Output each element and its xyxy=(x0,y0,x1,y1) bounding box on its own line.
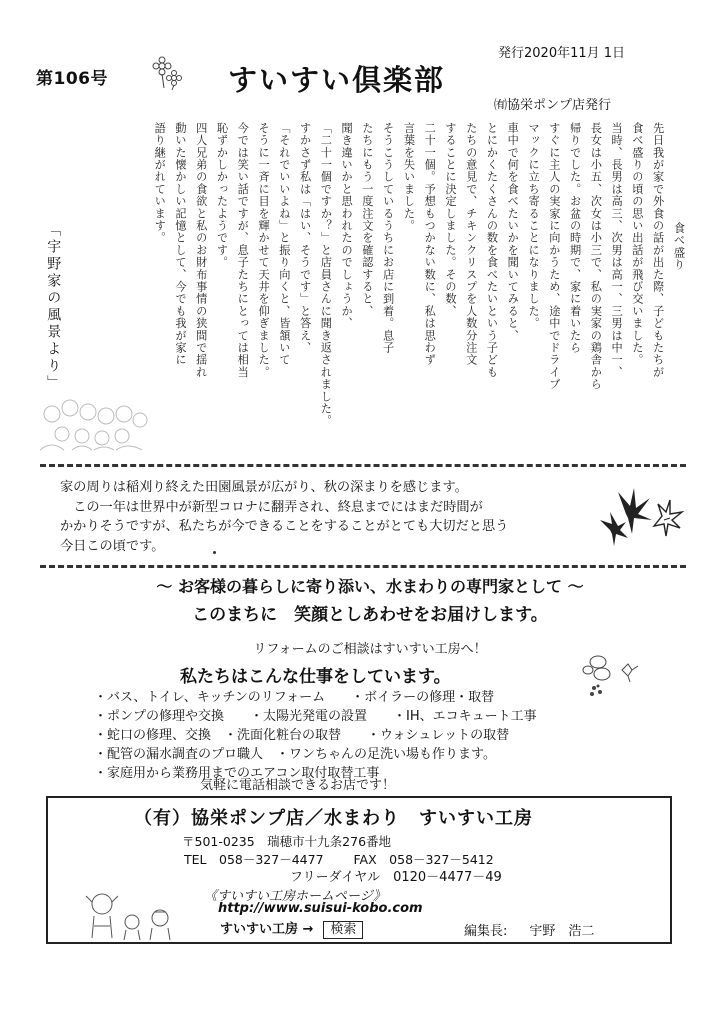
letter-column: そうに一斉に目を輝かせて天井を仰ぎました。 xyxy=(257,122,271,379)
slogan-line-1: ～ お客様の暮らしに寄り添い、水まわりの専門家として ～ xyxy=(156,577,584,596)
search-button[interactable]: 検索 xyxy=(323,921,363,939)
letter-column: とにかくたくさんの数を食べたいという子ども xyxy=(485,122,499,379)
divider xyxy=(40,464,686,467)
service-list xyxy=(94,688,537,783)
reform-notice: リフォームのご相談はすいすい工房へ！ xyxy=(253,642,487,657)
letter-column: 「それでいいよね」と振り向くと、皆頷いて xyxy=(277,122,291,366)
editor-name: 宇野 浩二 xyxy=(529,924,595,939)
service-item: ・配管の漏水調査のプロ職人 ・ワンちゃんの足洗い場も作ります。 xyxy=(94,747,496,762)
issue-number: 第106号 xyxy=(36,69,108,89)
letter-column: 車中で何を食べたいかを聞いてみると、 xyxy=(506,122,520,342)
intro-line: 家の周りは稲刈り終えた田園風景が広がり、秋の深まりを感じます。 xyxy=(60,480,468,495)
editor-label: 編集長: xyxy=(464,924,508,939)
letter-column: 先日我が家で外食の話が出た際、子どもたちが xyxy=(651,122,665,379)
photo-caption: 「宇野家の風景より」 xyxy=(45,222,62,392)
letter-column: たちにもう一度注文を確認すると、 xyxy=(360,122,374,318)
search-label: すいすい工房 → xyxy=(220,922,314,937)
leaves-illustration xyxy=(596,486,686,552)
phone-number: TEL 058－327－4477 xyxy=(184,852,324,867)
butterfly-flower-icon xyxy=(582,652,642,702)
publisher: ㈲協栄ポンプ店発行 xyxy=(494,98,612,113)
service-item: ・家庭用から業務用までのエアコン取付取替工事 xyxy=(94,766,380,781)
editor xyxy=(464,920,594,939)
service-item: ・ポンプの修理や交換 ・太陽光発電の設置 ・IH、エコキュート工事 xyxy=(94,709,537,724)
flower-icon xyxy=(148,52,188,92)
fax-number: FAX 058－327－5412 xyxy=(353,852,494,867)
intro-paragraph xyxy=(60,478,605,556)
letter-column: 今では笑い話ですが、息子たちにとっては相当 xyxy=(236,122,250,379)
family-sketch-image xyxy=(32,392,152,452)
letter-column: 当時、長男は高三、次男は高一、三男は中一、 xyxy=(610,122,624,379)
service-item: ・バス、トイレ、キッチンのリフォーム ・ボイラーの修理・取替 xyxy=(94,690,495,705)
divider xyxy=(40,565,686,568)
intro-line: この一年は世界中が新型コロナに翻弄され、終息までにはまだ時間が xyxy=(60,499,483,515)
letter-column: マックに立ち寄ることになりました。 xyxy=(527,122,541,330)
letter-column: することに決定しました。その数、 xyxy=(443,122,457,318)
letter-column: すぐに主人の実家に向かうため、途中でドライブ xyxy=(547,122,561,391)
address: 〒501-0235 瑞穂市十九条276番地 xyxy=(182,834,392,849)
letter-column: すかさず私は「はい、そうです」と答え、 xyxy=(298,122,312,354)
letter-column: 恥ずかしかったようです。 xyxy=(215,122,229,269)
letter-column: たちの意見で、チキンクリスプを人数分注文 xyxy=(464,122,478,366)
intro-line: 今日この頃です。 xyxy=(60,538,165,554)
letter-column: 二十一個。予想もつかない数に、私は思わず xyxy=(423,122,437,366)
homepage-label: 《すいすい工房ホームページ》 xyxy=(204,889,386,904)
letter-column: 語り継がれています。 xyxy=(153,122,167,244)
letter-column: そうこうしているうちにお店に到着。息子 xyxy=(381,122,395,354)
letter-column: 「二十一個ですか？」と店員さんに聞き返されました。 xyxy=(319,122,333,427)
letter-column: 聞き違いかと思われたのでしょうか、 xyxy=(340,122,354,330)
service-item: ・蛇口の修理、交換 ・洗面化粧台の取替 ・ウォシュレットの取替 xyxy=(94,728,510,743)
consult-note: 気軽に電話相談できるお店です！ xyxy=(200,778,396,793)
intro-line: かかりそうですが、私たちが今できることをすることがとても大切だと思う xyxy=(60,519,509,534)
letter-column: 長女は小五、次女は小三で、私の実家の鶏舎から xyxy=(589,122,603,391)
letter-column: 言葉を失いました。 xyxy=(402,122,416,232)
letter-title: 食べ盛り xyxy=(672,222,686,271)
handwritten-letter xyxy=(152,122,692,457)
slogan-line-2: このまちに 笑顔としあわせをお届けします。 xyxy=(192,605,548,625)
newsletter-title: すいすい倶楽部 xyxy=(228,63,446,97)
letter-column: 帰りでした。お盆の時期で、家に着いたら xyxy=(568,122,582,354)
issue-date: 発行2020年11月 1日 xyxy=(498,46,626,61)
free-dial: フリーダイヤル 0120－4477－49 xyxy=(290,870,502,885)
dot xyxy=(213,551,216,554)
search-row xyxy=(220,918,363,939)
company-name: （有）協栄ポンプ店／水まわり すいすい工房 xyxy=(134,808,533,829)
work-heading: 私たちはこんな仕事をしています。 xyxy=(180,667,451,687)
letter-column: 四人兄弟の食欲と私のお財布事情の狭間で揺れ xyxy=(194,122,208,379)
letter-column: 食べ盛りの頃の思い出話が飛び交いました。 xyxy=(630,122,644,366)
letter-column: 動いた懐かしい記憶として、今でも我が家に xyxy=(173,122,187,366)
mascot-illustration xyxy=(82,888,192,942)
homepage-url[interactable]: http://www.suisui-kobo.com xyxy=(218,901,423,916)
